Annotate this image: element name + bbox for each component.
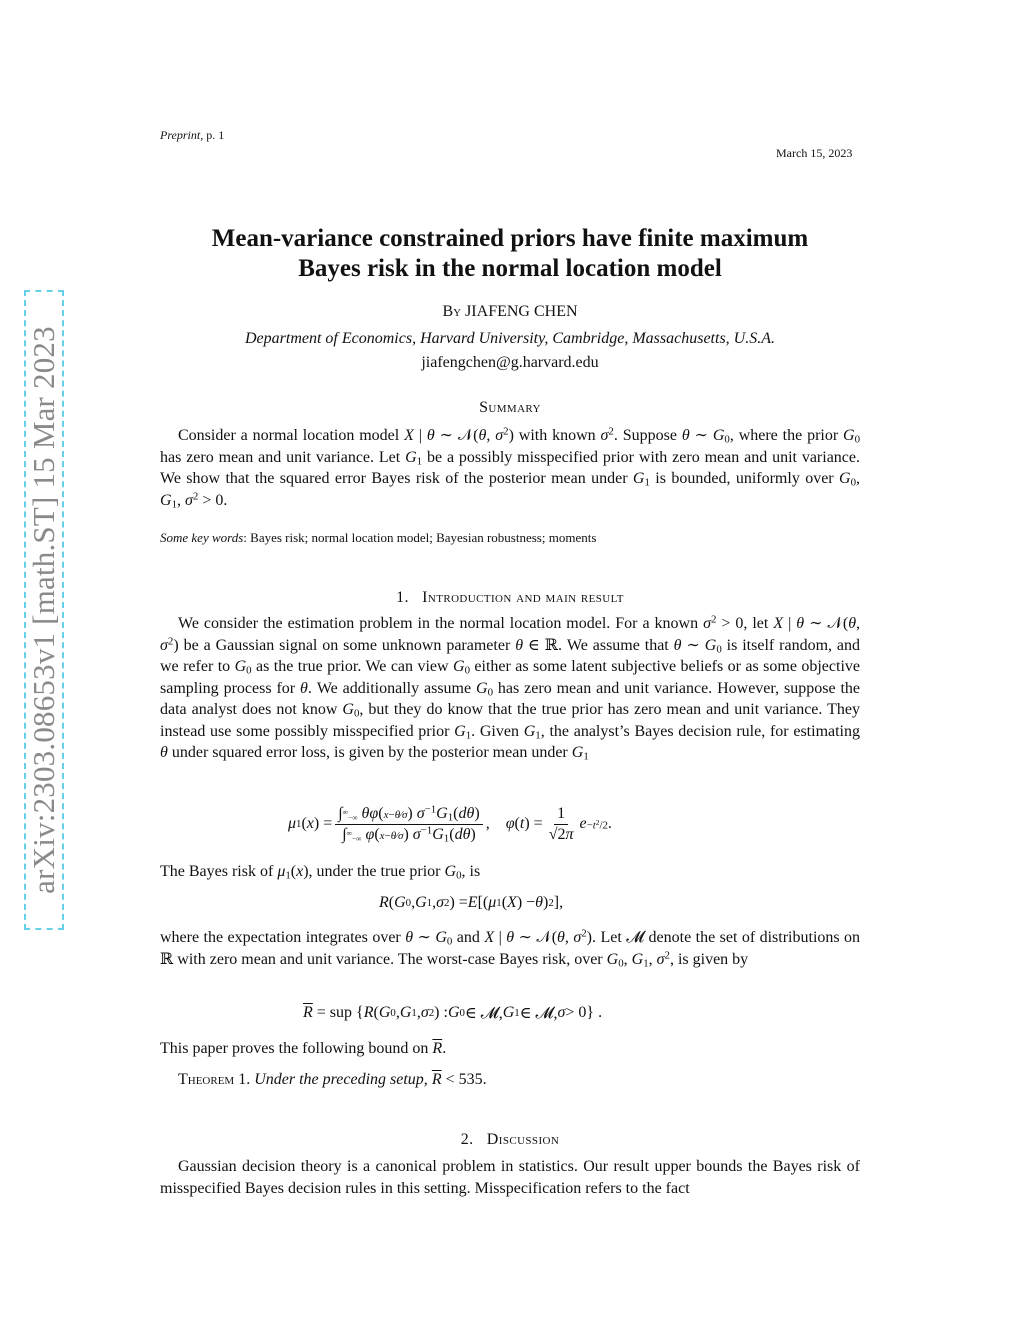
intro-paragraph: We consider the estimation problem in the normal location model. For a known $\sigma^2 > 0$, let X | θ ∼ 𝒩(θ, $\sigma^2$) be a Gaussian signal on some unknown parameter θ ∈ ℝ. We assume that θ ∼ $G_0$ is itself random, and we refer to $G_0$ as the true prior. We can view $G_0$ either as some latent subjective beliefs or as some objective sampling process for θ. We additionally assume $G_0$ has zero mean and unit variance. However, suppose the data analyst does not know $G_0$, but they do know that the true prior has zero mean and unit variance. They instead use some possibly misspecified prior $G_1$. Given $G_1$, the analyst’s Bayes decision rule, for estimating θ under squared error loss, is given by the posterior mean under $G_1$ xyxy=(160,613,861,763)
equation-worst-case: $\overline{R}$ = sup { R ( G 0 , G 1 , σ 2 ) : G 0 ∈ 𝓜, G 1 ∈ 𝓜, σ > 0} . xyxy=(303,1004,603,1022)
arxiv-stamp: arXiv:2303.08653v1 [math.ST] 15 Mar 2023 xyxy=(24,290,64,930)
section2-heading: 2. Discussion xyxy=(460,1131,560,1148)
journal-name: Preprint xyxy=(160,128,201,142)
paper-title: Mean-variance constrained priors have finite maximum Bayes risk in the normal location model xyxy=(211,225,809,282)
keywords: Some key words: Bayes risk; normal location model; Bayesian robustness; moments xyxy=(160,530,597,545)
affiliation: Department of Economics, Harvard University, Cambridge, Massachusetts, U.S.A. xyxy=(244,330,775,347)
equation-posterior-mean: μ 1 ( x ) = $\frac{\int^\infty_{-\infty} \theta\varphi(x-\theta⁄\sigma) \sigma^{-1}G_1(d\theta)}{\int^\infty_{-\infty} \varphi(x-\theta⁄\sigma) \sigma^{-1}G_1(d\theta)}$ , φ ( t ) = $\frac{1}{√2\pi}$ e $-t^2/2$ . xyxy=(288,803,612,845)
author: By JIAFENG CHEN xyxy=(442,303,578,320)
date: March 15, 2023 xyxy=(776,146,853,160)
bayes-risk-intro: The Bayes risk of $\mu_1(x)$, under the true prior $G_0$, is xyxy=(160,863,481,882)
email: jiafengchen@g.harvard.edu xyxy=(421,354,599,371)
running-header xyxy=(160,128,224,143)
equation-bayes-risk: R ( G 0 , G 1 , σ 2 ) = E [( μ 1 ( X ) − θ ) 2 ], xyxy=(379,894,564,911)
summary-text: Consider a normal location model X | θ ∼ 𝒩(θ, $\sigma^2$) with known $\sigma^2$. Suppose θ ∼ $G_0$, where the prior $G_0$ has zero mean and unit variance. Let $G_1$ be a possibly misspecified prior with zero mean and unit variance. We show that the squared error Bayes risk of the posterior mean under $G_1$ is bounded, uniformly over $G_0$, $G_1$, $\sigma^2 > 0$. xyxy=(160,425,861,511)
summary-heading: Summary xyxy=(479,399,541,416)
expectation-paragraph: where the expectation integrates over θ ∼ $G_0$ and X | θ ∼ 𝒩(θ, $\sigma^2$). Let 𝓜 denote the set of distributions on ℝ with zero mean and unit variance. The worst-case Bayes risk, over $G_0$, $G_1$, $\sigma^2$, is given by xyxy=(160,927,861,970)
bound-statement: This paper proves the following bound on $\overline{R}$. xyxy=(160,1040,447,1057)
section1-heading: 1. Introduction and main result xyxy=(396,589,624,606)
theorem-1: Theorem 1. Under the preceding setup, $\overline{R} < 535$. xyxy=(178,1071,487,1088)
page-number: , p. 1 xyxy=(200,128,225,142)
discussion-paragraph: Gaussian decision theory is a canonical problem in statistics. Our result upper bounds the Bayes risk of misspecified Bayes decision rules in this setting. Misspecification refers to the fact xyxy=(160,1158,860,1197)
